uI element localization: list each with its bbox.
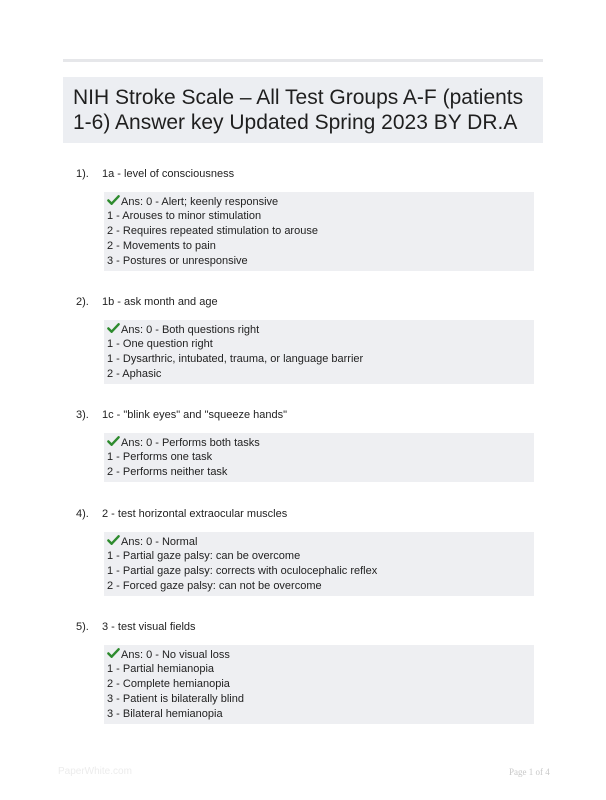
answer-text: 2 - Aphasic: [107, 368, 162, 380]
footer-watermark: PaperWhite.com: [58, 766, 132, 777]
answer-text: 3 - Patient is bilaterally blind: [107, 693, 244, 705]
correct-answer: [107, 647, 534, 662]
answer-text: 1 - One question right: [107, 338, 213, 350]
checkmark-icon: [107, 435, 120, 447]
checkmark-icon: [107, 322, 120, 334]
answer-option: [107, 662, 534, 677]
answer-text: Ans: 0 - Alert; keenly responsive: [121, 196, 279, 208]
question-number: 2).: [76, 296, 89, 308]
answer-options: [104, 645, 534, 724]
answer-option: [107, 677, 534, 692]
answer-text: 1 - Partial gaze palsy: can be overcome: [107, 550, 301, 562]
answer-option: [107, 239, 534, 254]
answer-option: [107, 692, 534, 707]
title-banner: [63, 77, 543, 143]
answer-text: Ans: 0 - No visual loss: [121, 649, 230, 661]
answer-text: 2 - Complete hemianopia: [107, 678, 230, 690]
question-number: 5).: [76, 621, 89, 633]
answer-option: [107, 337, 534, 352]
answer-option: [107, 707, 534, 722]
answer-option: [107, 465, 534, 480]
answer-option: [107, 352, 534, 367]
answer-options: [104, 192, 534, 271]
answer-option: [107, 254, 534, 269]
answer-option: [107, 579, 534, 594]
answer-text: Ans: 0 - Performs both tasks: [121, 437, 260, 449]
checkmark-icon: [107, 194, 120, 206]
answer-text: 2 - Movements to pain: [107, 240, 216, 252]
answer-option: [107, 549, 534, 564]
answer-text: 3 - Bilateral hemianopia: [107, 708, 223, 720]
answer-options: [104, 320, 534, 384]
answer-text: 1 - Dysarthric, intubated, trauma, or language barrier: [107, 353, 364, 365]
answer-options: [104, 532, 534, 596]
answer-text: 2 - Performs neither task: [107, 466, 228, 478]
answer-text: 3 - Postures or unresponsive: [107, 255, 248, 267]
answer-option: [107, 450, 534, 465]
question-text: 3 - test visual fields: [102, 621, 196, 633]
answer-text: 2 - Forced gaze palsy: can not be overcome: [107, 580, 322, 592]
correct-answer: [107, 534, 534, 549]
correct-answer: [107, 435, 534, 450]
question-number: 3).: [76, 409, 89, 421]
question-number: 4).: [76, 508, 89, 520]
answer-option: [107, 224, 534, 239]
answer-text: 2 - Requires repeated stimulation to arouse: [107, 225, 318, 237]
question-text: 2 - test horizontal extraocular muscles: [102, 508, 288, 520]
correct-answer: [107, 194, 534, 209]
top-divider: [63, 59, 543, 62]
page-title: NIH Stroke Scale – All Test Groups A-F (patients 1-6) Answer key Updated Spring 2023 BY DR.A: [73, 86, 524, 134]
answer-option: [107, 209, 534, 224]
checkmark-icon: [107, 647, 120, 659]
answer-text: 1 - Partial hemianopia: [107, 663, 215, 675]
answer-text: 1 - Partial gaze palsy: corrects with oculocephalic reflex: [107, 565, 378, 577]
page-number: Page 1 of 4: [509, 767, 550, 777]
answer-text: Ans: 0 - Both questions right: [121, 324, 260, 336]
correct-answer: [107, 322, 534, 337]
answer-option: [107, 367, 534, 382]
answer-text: 1 - Arouses to minor stimulation: [107, 210, 262, 222]
answer-text: 1 - Performs one task: [107, 451, 213, 463]
question-text: 1a - level of consciousness: [102, 168, 235, 180]
answer-option: [107, 564, 534, 579]
question-number: 1).: [76, 168, 89, 180]
checkmark-icon: [107, 534, 120, 546]
question-text: 1b - ask month and age: [102, 296, 218, 308]
answer-text: Ans: 0 - Normal: [121, 536, 198, 548]
answer-options: [104, 433, 534, 482]
question-text: 1c - "blink eyes" and "squeeze hands": [102, 409, 288, 421]
